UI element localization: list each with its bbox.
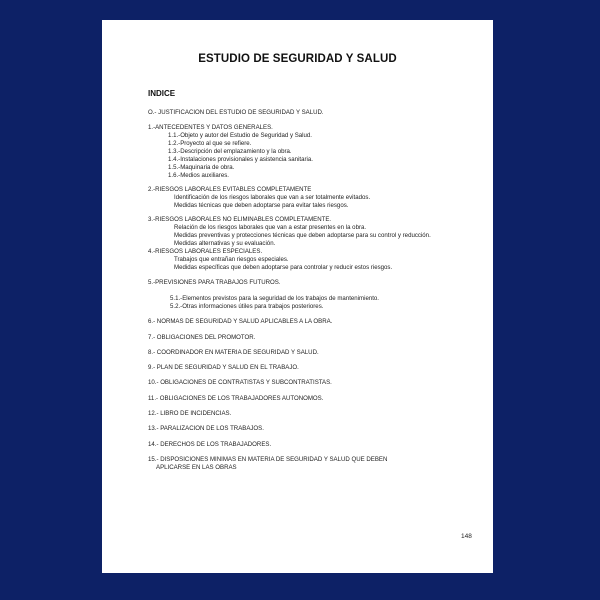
index-subentry: Identificación de los riesgos laborales que van a ser totalmente evitados. xyxy=(174,194,371,201)
index-subentry: 1.2.-Proyecto al que se refiere. xyxy=(168,140,252,147)
index-entry: 10.- OBLIGACIONES DE CONTRATISTAS Y SUBCONTRATISTAS. xyxy=(148,379,332,386)
index-entry: 2.-RIESGOS LABORALES EVITABLES COMPLETAMENTE xyxy=(148,186,312,193)
index-subentry: 1.1.-Objeto y autor del Estudio de Seguridad y Salud. xyxy=(168,132,312,139)
index-entry: 12.- LIBRO DE INCIDENCIAS. xyxy=(148,410,232,417)
index-entry: 15.- DISPOSICIONES MINIMAS EN MATERIA DE SEGURIDAD Y SALUD QUE DEBEN xyxy=(148,456,388,463)
index-entry: 1.-ANTECEDENTES Y DATOS GENERALES. xyxy=(148,124,273,131)
index-subentry: 1.5.-Maquinaria de obra. xyxy=(168,164,235,171)
index-subentry: 1.3.-Descripción del emplazamiento y la obra. xyxy=(168,148,292,155)
index-entry: 5.-PREVISIONES PARA TRABAJOS FUTUROS. xyxy=(148,279,281,286)
document-title: ESTUDIO DE SEGURIDAD Y SALUD xyxy=(198,53,397,65)
index-subentry: Relación de los riesgos laborales que van a estar presentes en la obra. xyxy=(174,224,367,231)
index-subentry: Medidas específicas que deben adoptarse para controlar y reducir estos riesgos. xyxy=(174,264,393,271)
index-subentry: Trabajos que entrañan riesgos especiales. xyxy=(174,256,289,263)
index-subentry: Medidas alternativas y su evaluación. xyxy=(174,240,276,247)
index-entry-continuation: APLICARSE EN LAS OBRAS xyxy=(156,464,237,471)
index-entry: 8.- COORDINADOR EN MATERIA DE SEGURIDAD Y SALUD. xyxy=(148,349,319,356)
index-entry: 11.- OBLIGACIONES DE LOS TRABAJADORES AUTONOMOS. xyxy=(148,395,324,402)
page-number: 148 xyxy=(461,533,472,540)
index-subentry: Medidas técnicas que deben adoptarse para evitar tales riesgos. xyxy=(174,202,349,209)
index-subentry: Medidas preventivas y protecciones técnicas que deben adoptarse para su control y reducción. xyxy=(174,232,431,239)
index-subentry: 1.6.-Medios auxiliares. xyxy=(168,172,229,179)
index-entry: 7.- OBLIGACIONES DEL PROMOTOR. xyxy=(148,334,256,341)
index-subentry: 1.4.-Instalaciones provisionales y asistencia sanitaria. xyxy=(168,156,313,163)
document-page xyxy=(102,20,493,573)
index-entry: 9.- PLAN DE SEGURIDAD Y SALUD EN EL TRABAJO. xyxy=(148,364,299,371)
index-entry: 3.-RIESGOS LABORALES NO ELIMINABLES COMPLETAMENTE. xyxy=(148,216,332,223)
index-entry: 6.- NORMAS DE SEGURIDAD Y SALUD APLICABLES A LA OBRA. xyxy=(148,318,333,325)
index-entry: 13.- PARALIZACION DE LOS TRABAJOS. xyxy=(148,425,264,432)
index-entry: O.- JUSTIFICACION DEL ESTUDIO DE SEGURIDAD Y SALUD. xyxy=(148,109,324,116)
index-entry: 14.- DERECHOS DE LOS TRABAJADORES. xyxy=(148,441,272,448)
index-heading: INDICE xyxy=(148,89,176,98)
index-subentry: 5.2.-Otras informaciones útiles para trabajos posteriores. xyxy=(170,303,324,310)
index-entry: 4.-RIESGOS LABORALES ESPECIALES. xyxy=(148,248,263,255)
index-subentry: 5.1.-Elementos previstos para la seguridad de los trabajos de mantenimiento. xyxy=(170,295,379,302)
